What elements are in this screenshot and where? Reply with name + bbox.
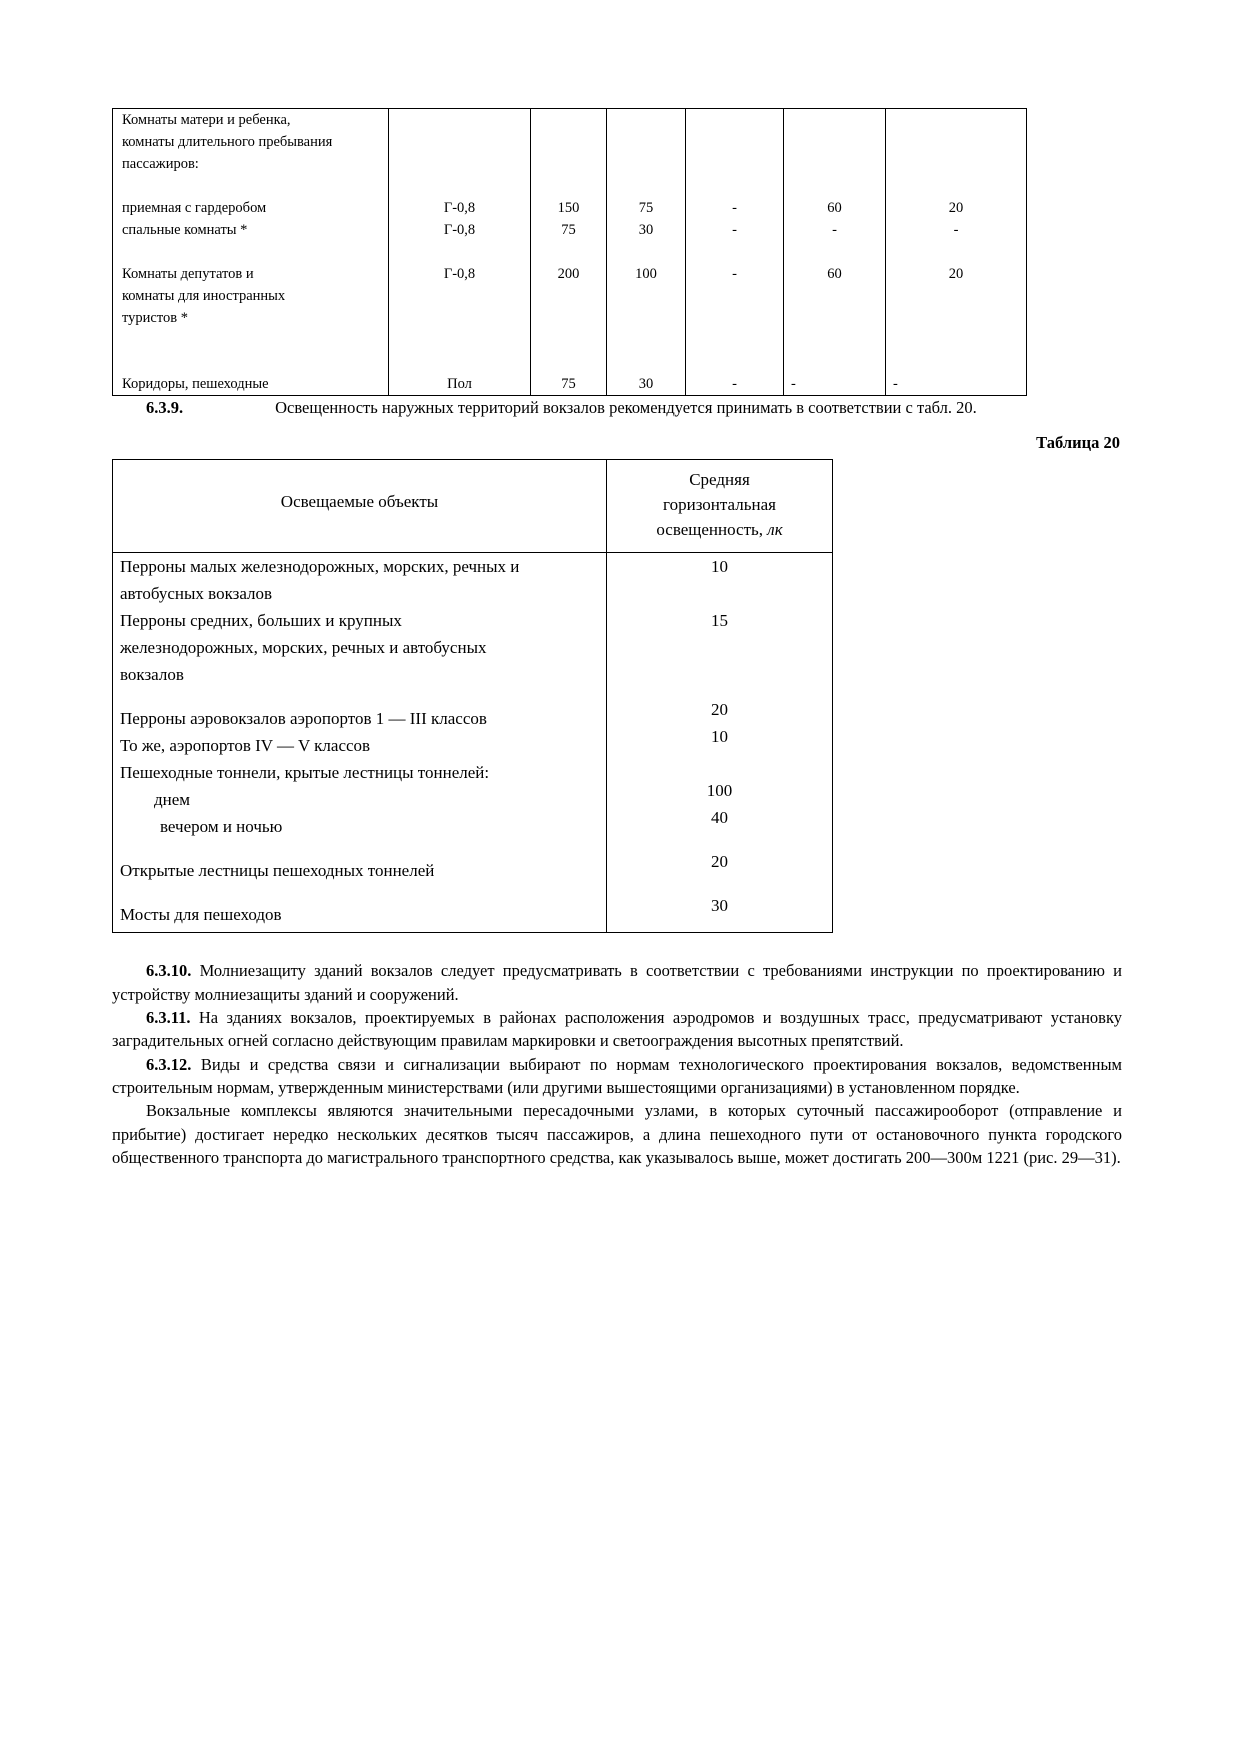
cell-object-name	[113, 241, 389, 351]
cell-value-4	[784, 109, 886, 176]
text-line: Г-0,8	[443, 266, 476, 282]
paragraph-6-3-11	[112, 1006, 1122, 1053]
cell-value-3	[686, 241, 784, 351]
cell-plane	[389, 241, 531, 351]
cell-object-name	[113, 351, 389, 396]
cell-illuminance	[607, 553, 833, 933]
paragraph-6-3-10	[112, 959, 1122, 1006]
text-line: комнаты для иностранных	[122, 288, 286, 304]
paragraph-number: 6.3.12.	[146, 1054, 192, 1074]
cell-plane	[389, 351, 531, 396]
header-line-3-text: освещенность,	[656, 519, 768, 539]
cell-value-4	[784, 351, 886, 396]
cell-value-1	[531, 109, 607, 176]
cell-value-1	[531, 175, 607, 241]
table-row	[113, 109, 1027, 176]
text-line: Перроны малых железнодорожных, морских, речных и	[120, 557, 520, 577]
paragraph-6-3-12	[112, 1053, 1122, 1100]
cell-value-2	[607, 241, 686, 351]
text-line: -	[732, 222, 737, 238]
cell-value-3	[686, 109, 784, 176]
paragraph-number: 6.3.10.	[146, 961, 192, 981]
paragraph-text: Молниезащиту зданий вокзалов следует предусматривать в соответствии с требованиями инструкции по проектированию и устройству молниезащиты зданий и сооружений.	[112, 961, 1122, 1004]
text-line: То же, аэропортов IV — V классов	[120, 736, 371, 756]
cell-plane	[389, 175, 531, 241]
text-line: комнаты длительного пребывания	[122, 134, 333, 150]
paragraph-text: Виды и средства связи и сигнализации выбирают по нормам технологического проектирования вокзалов, ведомственным строительным нормам, утвержденным министерствами (или другими вышестоящими организациями) в установленном порядке.	[112, 1054, 1122, 1097]
text-line: 60	[827, 266, 842, 282]
text-line: 30	[638, 222, 654, 238]
header-label: Освещаемые объекты	[280, 492, 439, 512]
value: 40	[711, 808, 728, 828]
text-line: 75	[561, 222, 576, 238]
text-line: приемная с гардеробом	[122, 200, 267, 216]
paragraph-6-3-9	[112, 396, 1122, 419]
cell-value-3	[686, 175, 784, 241]
header-cell-objects	[113, 460, 607, 553]
cell-value-4	[784, 175, 886, 241]
cell-value-5	[886, 175, 1027, 241]
text-line: Пешеходные тоннели, крытые лестницы тоннелей:	[120, 763, 490, 783]
text-line: -	[732, 376, 737, 392]
cell-object-name	[113, 109, 389, 176]
text-line: Комнаты матери и ребенка,	[122, 112, 291, 128]
header-line-1: Средняя	[689, 470, 750, 490]
cell-value-1	[531, 241, 607, 351]
paragraph-text: Вокзальные комплексы являются значительными пересадочными узлами, в которых суточный пассажирооборот (отправление и прибытие) достигает нередко нескольких десятков тысяч пассажиров, а длина пешеходного пути от остановочного пункта городского общественного транспорта до магистрального транспортного средства, как указывалось выше, может достигать 200—300м 1221 (рис. 29—31).	[112, 1101, 1122, 1168]
text-line: 100	[635, 266, 657, 282]
header-line-2: горизонтальная	[663, 494, 776, 514]
text-line: 150	[557, 200, 580, 216]
cell-value-3	[686, 351, 784, 396]
value: 20	[711, 700, 728, 720]
text-line: -	[893, 376, 898, 392]
header-cell-illuminance	[607, 460, 833, 553]
text-line: железнодорожных, морских, речных и автобусных	[120, 638, 487, 658]
value: 100	[706, 781, 733, 801]
text-line: Комнаты депутатов и	[122, 266, 254, 282]
text-line: 200	[557, 266, 580, 282]
value: 15	[711, 611, 728, 631]
text-line: вокзалов	[120, 665, 184, 685]
cell-value-5	[886, 351, 1027, 396]
cell-plane	[389, 109, 531, 176]
text-line: Мосты для пешеходов	[120, 905, 282, 925]
value: 20	[711, 852, 728, 872]
text-line: Коридоры, пешеходные	[122, 376, 269, 392]
text-line: спальные комнаты *	[122, 222, 248, 238]
text-line: Перроны аэровокзалов аэропортов 1 — III классов	[120, 709, 487, 729]
text-line: Пол	[447, 376, 472, 392]
table-row	[113, 175, 1027, 241]
text-line: -	[832, 222, 837, 238]
text-line: Перроны средних, больших и крупных	[120, 611, 402, 631]
text-line: 60	[827, 200, 842, 216]
table-row	[113, 553, 833, 933]
cell-object	[113, 553, 607, 933]
body-paragraphs	[112, 959, 1122, 1169]
cell-value-1	[531, 351, 607, 396]
cell-value-2	[607, 175, 686, 241]
table-20-caption: Таблица 20	[1036, 433, 1120, 453]
text-line: 75	[561, 376, 576, 392]
text-line: автобусных вокзалов	[120, 584, 273, 604]
text-line: вечером и ночью	[160, 817, 283, 837]
table-header-row	[113, 460, 833, 553]
text-line: днем	[154, 790, 191, 810]
paragraph-number: 6.3.11.	[146, 1007, 191, 1027]
text-line: туристов *	[122, 310, 188, 326]
value: 10	[711, 557, 728, 577]
text-line: пассажиров:	[122, 156, 199, 172]
header-line-3	[607, 518, 832, 543]
cell-object-name	[113, 175, 389, 241]
cell-value-2	[607, 109, 686, 176]
text-line: Открытые лестницы пешеходных тоннелей	[120, 861, 435, 881]
paragraph-final	[112, 1099, 1122, 1169]
text-line: -	[732, 266, 737, 282]
table-19-continued	[112, 108, 1027, 396]
paragraph-text: Освещенность наружных территорий вокзалов рекомендуется принимать в соответствии с табл. 20.	[275, 398, 977, 417]
text-line: 20	[948, 200, 964, 216]
text-line: 30	[638, 376, 654, 392]
table-row	[113, 351, 1027, 396]
header-unit: лк	[767, 519, 783, 539]
cell-value-5	[886, 241, 1027, 351]
cell-value-2	[607, 351, 686, 396]
cell-value-5	[886, 109, 1027, 176]
value: 30	[711, 896, 728, 916]
text-line: -	[732, 200, 737, 216]
page-content	[112, 108, 1122, 1169]
text-line: Г-0,8	[443, 200, 476, 216]
text-line: 75	[638, 200, 654, 216]
text-line: -	[953, 222, 959, 238]
paragraph-number: 6.3.9.	[146, 398, 184, 417]
table-row	[113, 241, 1027, 351]
cell-value-4	[784, 241, 886, 351]
paragraph-text: На зданиях вокзалов, проектируемых в районах расположения аэродромов и воздушных трасс, предусматривают установку заградительных огней согласно действующим правилам маркировки и светоограждения высотных препятствий.	[112, 1007, 1122, 1051]
text-line: 20	[948, 266, 964, 282]
value: 10	[711, 727, 728, 747]
text-line: Г-0,8	[443, 222, 476, 238]
table-20	[112, 459, 833, 933]
text-line: -	[791, 376, 796, 392]
